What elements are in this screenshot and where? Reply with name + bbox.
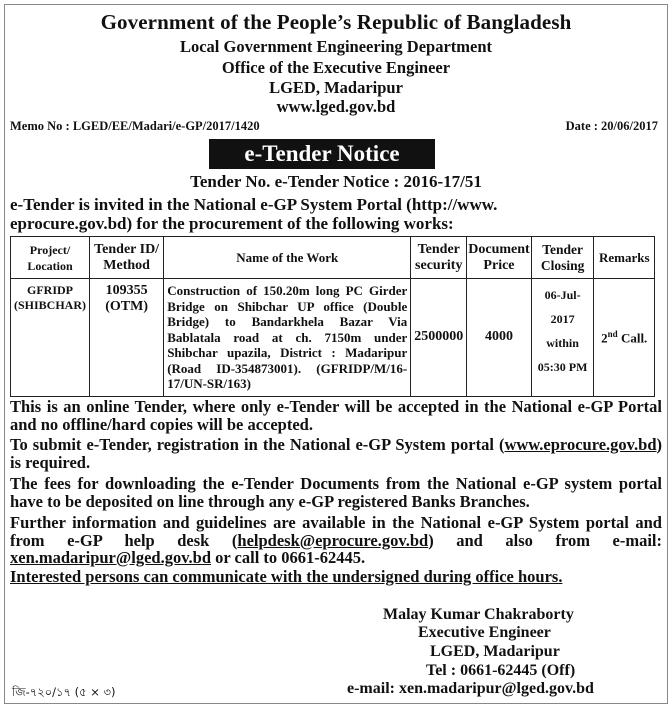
signatory-tel: Tel : 0661-62445 (Off)	[426, 662, 576, 679]
cell-project: GFRIDP (SHIBCHAR)	[11, 279, 90, 397]
paragraph-online-only: This is an online Tender, where only e-Tender will be accepted in the National e-GP Portal and no offline/hard copies will be accepted.	[10, 397, 662, 434]
closing-date: 06-Jul-2017	[544, 288, 581, 326]
header-department: Local Government Engineering Department	[179, 37, 493, 56]
info-text-c: or call to 0661-62445.	[211, 548, 366, 567]
eprocure-link[interactable]: www.eprocure.gov.bd	[504, 435, 657, 454]
col-price: Document Price	[467, 237, 531, 279]
footer-code: জি-৭২০/১৭ (৫ × ৩)	[12, 685, 116, 699]
remarks-tail: Call.	[617, 329, 648, 345]
tender-table	[10, 236, 655, 397]
col-work-name: Name of the Work	[164, 237, 411, 279]
registration-text-a: To submit e-Tender, registration in the National e-GP System portal (	[10, 435, 505, 454]
info-text-b: ) and also from e-mail:	[428, 530, 662, 550]
signatory-name: Malay Kumar Chakraborty	[383, 606, 574, 623]
intro-line-1: e-Tender is invited in the National e-GP System Portal (http://www.	[10, 195, 498, 214]
closing-time: 05:30 PM	[537, 360, 588, 374]
col-closing: Tender Closing	[531, 237, 594, 279]
cell-tender-id	[90, 279, 164, 397]
remarks-suffix: nd	[607, 328, 618, 339]
table-row	[11, 279, 655, 397]
col-remarks: Remarks	[594, 237, 655, 279]
paragraph-registration	[10, 436, 662, 471]
closing-within: within	[546, 336, 579, 350]
header-office: Office of the Executive Engineer	[221, 58, 451, 77]
header-website: www.lged.gov.bd	[276, 97, 396, 116]
signatory-office: LGED, Madaripur	[430, 643, 560, 660]
paragraph-fees: The fees for downloading the e-Tender Documents from the National e-GP system portal have to be deposited on line through any e-GP registered Banks Branches.	[10, 474, 662, 511]
col-project: Project/ Location	[11, 237, 90, 279]
cell-work-name: Construction of 150.20m long PC Girder Bridge on Shibchar UP office (Double Bridge) to Bandarkhela Bazar Via Bablatala road at ch. 7150m under Shibchar upazila, District : Madaripur (Road ID-354873001). (GFRIDP/M/16-17/UN-SR/163)	[164, 279, 411, 397]
xen-email-link[interactable]: xen.madaripur@lged.gov.bd	[10, 548, 212, 567]
notice-date: Date : 20/06/2017	[565, 119, 658, 133]
cell-remarks	[594, 279, 655, 397]
cell-closing	[531, 279, 594, 397]
header-location: LGED, Madaripur	[269, 78, 403, 97]
tender-number: Tender No. e-Tender Notice : 2016-17/51	[190, 172, 482, 191]
table-header-row	[11, 237, 655, 279]
intro-line-2: eprocure.gov.bd) for the procurement of the following works:	[10, 214, 454, 233]
remarks-number: 2	[601, 329, 608, 345]
cell-security: 2500000	[411, 279, 467, 397]
notice-banner: e-Tender Notice	[209, 139, 435, 169]
col-security: Tender security	[411, 237, 467, 279]
paragraph-office-hours: Interested persons can communicate with the undersigned during office hours.	[10, 567, 563, 586]
tender-method: (OTM)	[105, 299, 148, 314]
registration-text-b: ) is required.	[10, 435, 662, 472]
signatory-email: e-mail: xen.madaripur@lged.gov.bd	[347, 680, 594, 697]
memo-number: Memo No : LGED/EE/Madari/e-GP/2017/1420	[10, 119, 260, 133]
info-text-a: Further information and guidelines are available in the National e-GP System portal and from e-GP help desk (	[10, 513, 662, 550]
header-government: Government of the People’s Republic of Bangladesh	[100, 10, 572, 34]
tender-id-value: 109355	[105, 283, 148, 298]
paragraph-further-info	[10, 514, 662, 567]
signatory-title: Executive Engineer	[418, 624, 551, 641]
cell-price: 4000	[467, 279, 531, 397]
helpdesk-email-link[interactable]: helpdesk@eprocure.gov.bd	[237, 530, 429, 550]
col-tender-id: Tender ID/ Method	[90, 237, 164, 279]
